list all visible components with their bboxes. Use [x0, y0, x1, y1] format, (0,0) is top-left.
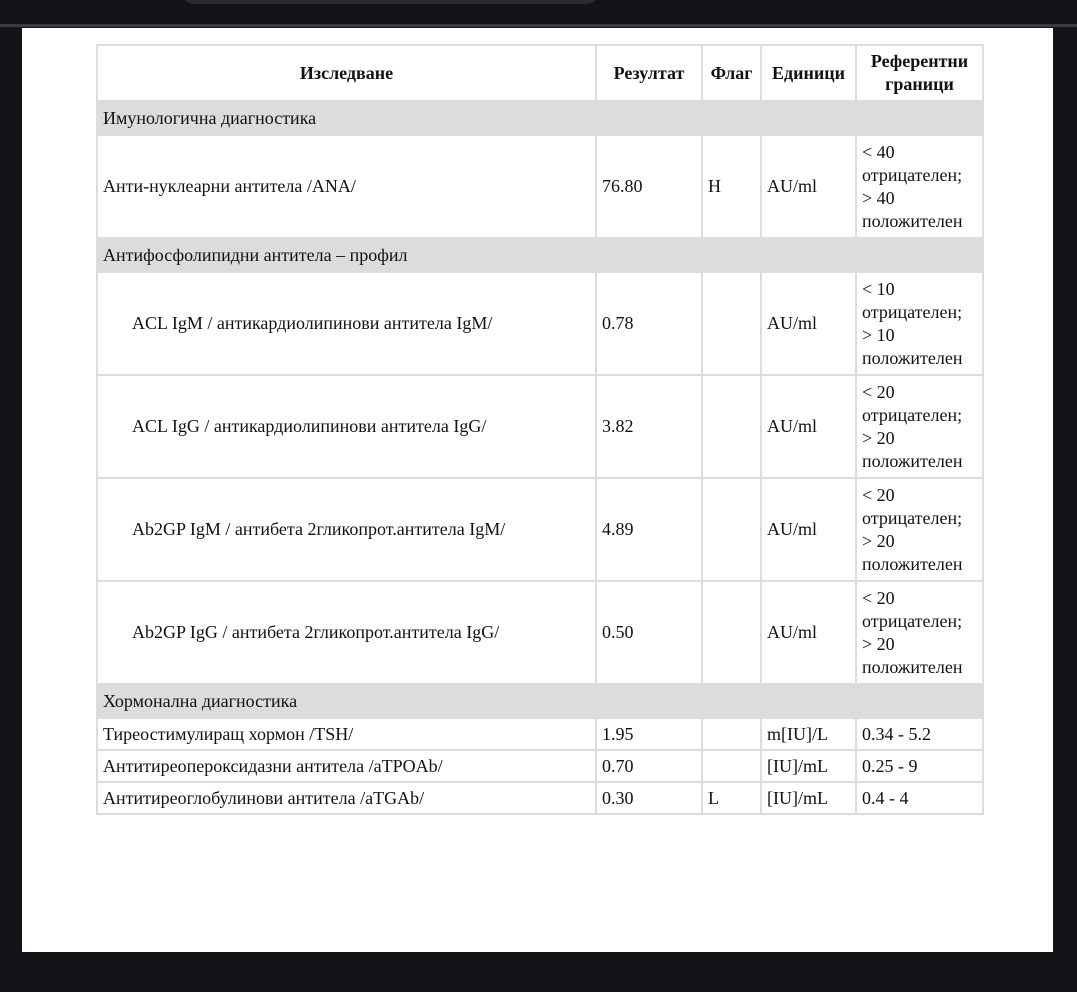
- group-title: Имунологична диагностика: [97, 101, 983, 135]
- reference-line: положителен: [862, 450, 963, 471]
- test-name: Антитиреопероксидазни антитела /aTPOAb/: [97, 750, 596, 782]
- table-row: [97, 375, 983, 478]
- result-value: 0.50: [596, 581, 702, 684]
- table-row: [97, 478, 983, 581]
- reference-line: отрицателен;: [862, 404, 963, 425]
- table-header: [97, 45, 983, 101]
- result-value: 0.30: [596, 782, 702, 814]
- test-name: Тиреостимулиращ хормон /TSH/: [97, 718, 596, 750]
- units-value: AU/ml: [761, 272, 856, 375]
- header-units: Единици: [761, 45, 856, 101]
- reference-line: < 20: [862, 381, 895, 402]
- reference-line: < 40: [862, 141, 895, 162]
- reference-range: [856, 135, 983, 238]
- top-divider: [0, 24, 1077, 27]
- test-name: Антитиреоглобулинови антитела /aTGAb/: [97, 782, 596, 814]
- test-name: Ab2GP IgG / антибета 2гликопрот.антитела IgG/: [97, 581, 596, 684]
- table-row: [97, 272, 983, 375]
- units-value: AU/ml: [761, 478, 856, 581]
- reference-range: [856, 478, 983, 581]
- flag-value: [702, 478, 761, 581]
- units-value: AU/ml: [761, 135, 856, 238]
- reference-line: положителен: [862, 210, 963, 231]
- header-result: Резултат: [596, 45, 702, 101]
- reference-line: < 20: [862, 484, 895, 505]
- table-row: [97, 718, 983, 750]
- flag-value: [702, 718, 761, 750]
- document-page: [22, 28, 1053, 952]
- flag-value: H: [702, 135, 761, 238]
- reference-line: отрицателен;: [862, 164, 963, 185]
- units-value: AU/ml: [761, 581, 856, 684]
- units-value: AU/ml: [761, 375, 856, 478]
- flag-value: L: [702, 782, 761, 814]
- group-row: [97, 684, 983, 718]
- table-row: [97, 581, 983, 684]
- window-notch: [180, 0, 600, 4]
- reference-range: [856, 375, 983, 478]
- reference-line: > 40: [862, 187, 895, 208]
- reference-line: положителен: [862, 347, 963, 368]
- result-value: 4.89: [596, 478, 702, 581]
- group-title: Антифосфолипидни антитела – профил: [97, 238, 983, 272]
- result-value: 0.78: [596, 272, 702, 375]
- reference-line: отрицателен;: [862, 610, 963, 631]
- reference-line: > 20: [862, 633, 895, 654]
- flag-value: [702, 272, 761, 375]
- reference-line: < 10: [862, 278, 895, 299]
- reference-line: > 20: [862, 427, 895, 448]
- reference-line: положителен: [862, 553, 963, 574]
- units-value: [IU]/mL: [761, 750, 856, 782]
- reference-line: > 10: [862, 324, 895, 345]
- reference-line: отрицателен;: [862, 507, 963, 528]
- table-row: [97, 750, 983, 782]
- header-reference: Референтни граници: [856, 45, 983, 101]
- table-row: [97, 782, 983, 814]
- result-value: 1.95: [596, 718, 702, 750]
- flag-value: [702, 375, 761, 478]
- group-title: Хормонална диагностика: [97, 684, 983, 718]
- reference-line: < 20: [862, 587, 895, 608]
- reference-range: 0.4 - 4: [856, 782, 983, 814]
- lab-results-table: [96, 44, 984, 815]
- reference-line: положителен: [862, 656, 963, 677]
- flag-value: [702, 581, 761, 684]
- flag-value: [702, 750, 761, 782]
- header-test: Изследване: [97, 45, 596, 101]
- test-name: ACL IgG / антикардиолипинови антитела IgG/: [97, 375, 596, 478]
- units-value: m[IU]/L: [761, 718, 856, 750]
- reference-line: отрицателен;: [862, 301, 963, 322]
- header-flag: Флаг: [702, 45, 761, 101]
- result-value: 76.80: [596, 135, 702, 238]
- test-name: Ab2GP IgM / антибета 2гликопрот.антитела IgM/: [97, 478, 596, 581]
- test-name: ACL IgM / антикардиолипинови антитела IgM/: [97, 272, 596, 375]
- group-row: [97, 238, 983, 272]
- group-row: [97, 101, 983, 135]
- reference-range: 0.34 - 5.2: [856, 718, 983, 750]
- reference-range: [856, 581, 983, 684]
- table-row: [97, 135, 983, 238]
- units-value: [IU]/mL: [761, 782, 856, 814]
- result-value: 0.70: [596, 750, 702, 782]
- reference-range: 0.25 - 9: [856, 750, 983, 782]
- result-value: 3.82: [596, 375, 702, 478]
- reference-line: > 20: [862, 530, 895, 551]
- reference-range: [856, 272, 983, 375]
- test-name: Анти-нуклеарни антитела /ANA/: [97, 135, 596, 238]
